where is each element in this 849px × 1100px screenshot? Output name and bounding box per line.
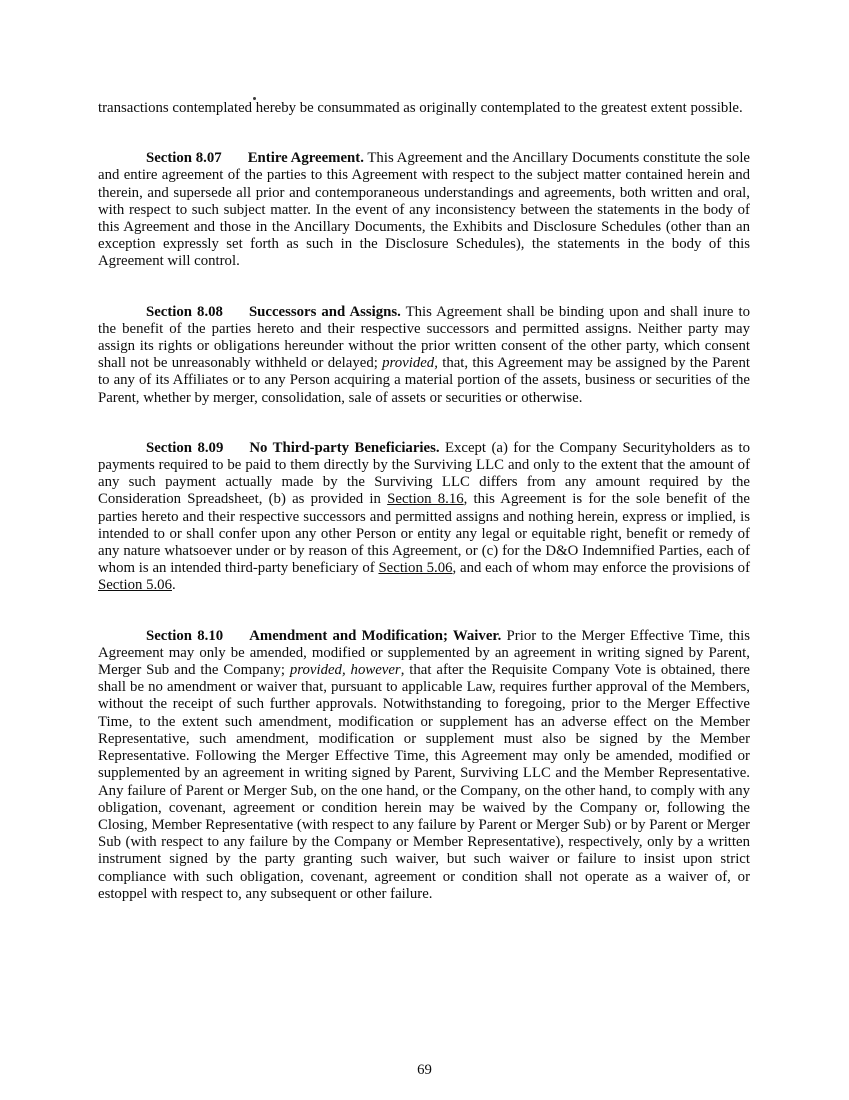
text-run: Prior to the Merger Effective Time, this Agreement may only be amended, modified or supplemented by an agreement in writing signed by Parent, Merger Sub and the Company;	[98, 627, 750, 679]
text-run: This Agreement shall be binding upon and shall inure to the benefit of the parties hereto and their respective successors and permitted assigns. Neither party may assign its rights or obligations hereunder without the prior written consent of the other party, which consent shall not be unreasonably withheld or delayed;	[98, 303, 750, 372]
text-run: , this Agreement is for the sole benefit of the parties hereto and their respective successors and permitted assigns and nothing herein, express or implied, is intended to or shall confer upon any other Person or entity any legal or equitable right, benefit or remedy of any nature whatsoever under or by reason of this Agreement, or (c) for the D&O Indemnified Parties, each of whom is an intended third-party beneficiary of	[98, 491, 750, 577]
paragraph	[98, 304, 750, 407]
section-reference: Section 5.06	[98, 577, 172, 594]
text-run: that, this Agreement may be assigned by the Parent to any of its Affiliates or to any Person acquiring a material portion of the assets, business or securities of the Parent, whether by merger, consolidation, sale of assets or securities or otherwise.	[98, 355, 750, 406]
text-run: transactions contemplated hereby be consummated as originally contemplated to the greatest extent possible.	[98, 100, 743, 116]
section-heading-run: No Third-party Beneficiaries.	[249, 439, 440, 456]
text-run: , that after the Requisite Company Vote is obtained, there shall be no amendment or waiver that, pursuant to applicable Law, requires further approval of the Members, without the receipt of such further approvals. Notwithstanding to foregoing, prior to the Merger Effective Time, to the extent such amendment, modification or supplement has an adverse effect on the Member Representative, such amendment, modification or supplement must also be signed by the Member Representative. Following the Merger Effective Time, this Agreement may only be amended, modified or supplemented by an agreement in writing signed by Parent, Surviving LLC and the Member Representative. Any failure of Parent or Merger Sub, on the one hand, or the Company, on the other hand, to comply with any obligation, covenant, agreement or condition herein may be waived by the Company or, following the Closing, Member Representative (with respect to any failure by Parent or Merger Sub) or by Parent or Merger Sub (with respect to any failure by the Company or Member Representative), respectively, only by a written instrument signed by the party granting such waiver, but such waiver or failure to insist upon strict compliance with such obligation, covenant, agreement or condition shall not operate as a waiver of, or estoppel with respect to, any subsequent or other failure.	[98, 662, 750, 902]
section-heading-run: Section 8.10	[146, 627, 224, 644]
text-run: , and each of whom may enforce the provisions of	[452, 560, 751, 577]
text-run: Except (a) for the Company Securityholders as to payments required to be paid to them directly by the Surviving LLC and only to the extent that the amount of any such payment actually made by the Surviving LLC differs from any amount required by the Consideration Spreadsheet, (b) as provided in	[98, 439, 750, 508]
text-run: .	[171, 577, 176, 594]
paragraph	[98, 100, 750, 117]
section-heading-run: Section 8.08	[146, 303, 223, 320]
page-number: 69	[417, 1062, 432, 1078]
section-heading-run: Section 8.07	[146, 150, 222, 167]
paragraph	[98, 440, 750, 595]
italic-run: provided, however	[289, 662, 401, 679]
section-heading-run: Amendment and Modification; Waiver.	[249, 627, 502, 644]
section-heading-run: Section 8.09	[146, 439, 224, 456]
document-body	[98, 100, 750, 936]
italic-run: provided,	[382, 355, 438, 372]
section-heading-run: Entire Agreement.	[247, 150, 364, 167]
section-heading-run: Successors and Assigns.	[248, 303, 401, 320]
section-reference: Section 5.06	[378, 560, 453, 577]
paragraph	[98, 150, 750, 270]
section-reference: Section 8.16	[387, 491, 464, 508]
text-run: This Agreement and the Ancillary Documents constitute the sole and entire agreement of the parties to this Agreement with respect to the subject matter contained herein and therein, and supersede all prior and contemporaneous understandings and agreements, both written and oral, with respect to such subject matter. In the event of any inconsistency between the statements in the body of this Agreement and those in the Ancillary Documents, the Exhibits and Disclosure Schedules (other than an exception expressly set forth as such in the Disclosure Schedules), the statements in the body of this Agreement will control.	[98, 150, 750, 270]
paragraph	[98, 628, 750, 903]
